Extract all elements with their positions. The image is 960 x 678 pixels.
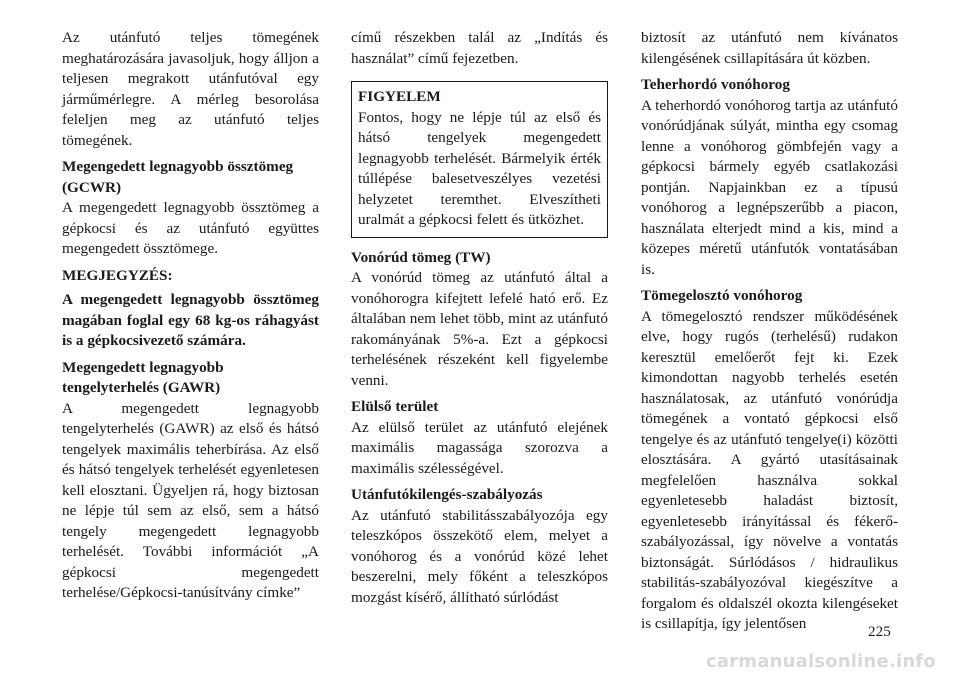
gawr-heading: Megengedett legnagyobb tengelyterhelés (GAWR): [62, 358, 224, 396]
weight-carrying-hitch-paragraph: A teherhordó vonóhorog tartja az utánfutó vonórúdjának súlyát, mintha egy csomag lenne a vonóhorog gömbfején vagy a gépkocsi bármely egyéb csatlakozási pontján. Napjainkban ez a típusú vonóhorog a legnépszerűbb a piacon, használata elterjedt mind a kis, mind a közepes méretű utánfutók vontatásában is.: [641, 96, 898, 278]
tongue-weight-paragraph: A vonórúd tömeg az utánfutó által a vonóhorogra kifejtett lefelé ható erő. Ez általában nem lehet több, mint az utánfutó rakományának 5%-a. Ezt a gépkocsi terhelésének részeként kell figyelembe venni.: [351, 269, 608, 389]
frontal-area-heading: Elülső terület: [351, 398, 439, 415]
watermark: carmanualsonline.info: [705, 651, 936, 672]
weight-carrying-hitch-heading: Teherhordó vonóhorog: [641, 76, 790, 93]
sway-control-heading: Utánfutókilengés-szabályozás: [351, 486, 543, 503]
warning-heading: FIGYELEM: [358, 88, 441, 105]
gcwr-heading: Megengedett legnagyobb össztömeg (GCWR): [62, 158, 294, 196]
continuation-paragraph: című részekben talál az „Indítás és használat” című fejezetben.: [351, 29, 608, 67]
column-middle: [351, 28, 608, 614]
page-number: 225: [868, 623, 891, 640]
weight-distributing-hitch-paragraph: A tömegelosztó rendszer működésének elve, hogy rugós (terhelésű) rudakon keresztül emelőerőt fejt ki. Ezek kimondottan nagyobb terhelés esetén használatosak, az utánfutó vonórúdja tömegének a vontató gépkocsi első tengelye és az utánfutó tengelye(i) közötti elosztására. A gyártó utasításainak megfelelően használva sokkal egyenletesebb haladást biztosít, egyenletesebb irányítással és fékerő-szabályozással, így növelve a vontatás biztonságát. Súrlódásos / hidraulikus stabilitás-szabályozóval kiegészítve a forgalom és oldalszél okozta kilengéseket is csillapítja, így jelentősen: [641, 307, 898, 632]
frontal-area-paragraph: Az elülső terület az utánfutó elejének maximális magassága szorozva a maximális szélességével.: [351, 418, 608, 477]
note-paragraph: A megengedett legnagyobb össztömeg magában foglal egy 68 kg-os ráhagyást is a gépkocsivezető számára.: [62, 291, 319, 349]
gcwr-paragraph: A megengedett legnagyobb össztömeg a gépkocsi és az utánfutó együttes megengedett össztömege.: [62, 199, 319, 257]
sway-control-paragraph: Az utánfutó stabilitásszabályozója egy teleszkópos összekötő elem, melyet a vonóhorog és a vonórúd közé lehet beszerelni, mely főként a teleszkópos mozgást kísérő, állítható súrlódást: [351, 506, 608, 606]
warning-box: [351, 81, 608, 238]
continuation-paragraph: biztosít az utánfutó nem kívánatos kilengésének csillapítására út közben.: [641, 29, 898, 67]
tongue-weight-heading: Vonórúd tömeg (TW): [351, 248, 491, 266]
gawr-paragraph: A megengedett legnagyobb tengelyterhelés (GAWR) az első és hátsó tengelyek maximális teherbírása. Az első és hátsó tengelyek terhelését egyenletesen kell elosztani. Ügyeljen rá, hogy biztosan ne lépje túl sem az első, sem a hátsó tengely megengedett legnagyobb terhelését. További információt „A gépkocsi megengedett terhelése/Gépkocsi-tanúsítvány címke”: [62, 399, 319, 601]
column-right: [641, 28, 898, 641]
weight-distributing-hitch-heading: Tömegelosztó vonóhorog: [641, 287, 803, 304]
note-heading: MEGJEGYZÉS:: [62, 266, 173, 284]
warning-paragraph: Fontos, hogy ne lépje túl az első és hátsó tengelyek megengedett legnagyobb terhelését. Bármelyik érték túllépése balesetveszélyes vezetési helyzetet teremthet. Elveszítheti uralmát a gépkocsi felett és ütközhet.: [358, 108, 601, 228]
column-left: [62, 28, 319, 610]
intro-paragraph: Az utánfutó teljes tömegének meghatározására javasoljuk, hogy álljon a teljesen megrakott utánfutóval egy járműmérlegre. A mérleg besorolása feleljen meg az utánfutó teljes tömegének.: [62, 29, 319, 149]
